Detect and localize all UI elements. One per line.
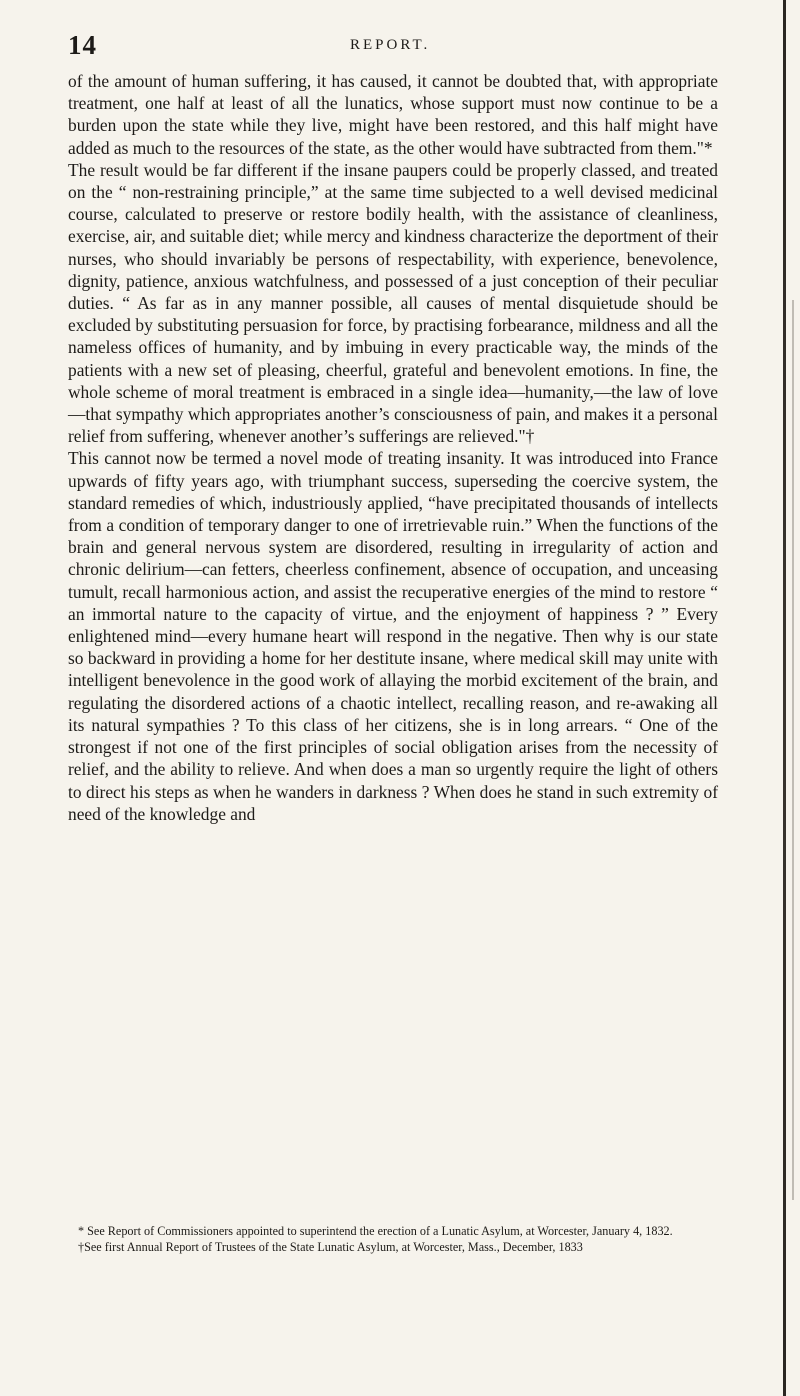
paragraph: This cannot now be termed a novel mode of treating insanity. It was introduced into France upwards of fifty years ago, with triumphant success, superseding the coercive system, the standard remedies of which, industriously applied, “have precipitated thousands of intellects from a condition of temporary danger to one of irretrievable ruin.” When the functions of the brain and general nervous system are disordered, resulting in irregularity of action and chronic delirium—can fetters, cheerless confinement, absence of occupation, and unceasing tumult, recall harmonious action, and assist the recuperative energies of the mind to restore “ an immortal nature to the capacity of virtue, and the enjoyment of happiness ? ” Every enlightened mind—every humane heart will respond in the negative. Then why is our state so backward in providing a home for her destitute insane, where medical skill may unite with intelligent benevolence in the good work of allaying the morbid excitement of the brain, and regulating the disordered actions of a chaotic intellect, recalling reason, and re-awaking all its natural sympathies ? To this class of her citizens, she is in long arrears. “ One of the strongest if not one of the first principles of social obligation arises from the necessity of relief, and the ability to relieve. And when does a man so urgently require the light of others to direct his steps as when he wanders in darkness ? When does he stand in such extremity of need of the knowledge and [68,448,718,824]
page-header [68,30,718,60]
page-edge-shadow [783,0,786,1396]
footnote: * See Report of Commissioners appointed to superintend the erection of a Lunatic Asylum, at Worcester, January 4, 1832. [78,1224,673,1238]
footnotes [68,1224,718,1257]
footnote: †See first Annual Report of Trustees of the State Lunatic Asylum, at Worcester, Mass., December, 1833 [78,1240,583,1255]
paragraph: of the amount of human suffering, it has caused, it cannot be doubted that, with appropriate treatment, one half at least of all the lunatics, whose support must now continue to be a burden upon the state while they live, might have been restored, and this half might have added as much to the resources of the state, as the other would have subtracted from them."* [68,71,718,158]
body-text [68,70,718,825]
paragraph: The result would be far different if the insane paupers could be properly classed, and treated on the “ non-restraining principle,” at the same time subjected to a well devised medicinal course, calculated to preserve or restore bodily health, with the assistance of cleanliness, exercise, air, and suitable diet; while mercy and kindness characterize the deportment of their nurses, who should invariably be persons of respectability, with experience, benevolence, dignity, patience, anxious watchfulness, and possessed of a just conception of their peculiar duties. “ As far as in any manner possible, all causes of mental disquietude should be excluded by substituting persuasion for force, by practising forbearance, mildness and all the nameless offices of humanity, and by imbuing in every practicable way, the minds of the patients with a new set of pleasing, cheerful, grateful and benevolent emotions. In fine, the whole scheme of moral treatment is embraced in a single idea—humanity,—the law of love—that sympathy which appropriates another’s consciousness of pain, and makes it a personal relief from suffering, whenever another’s sufferings are relieved."† [68,159,718,447]
page-edge-line [792,300,794,1200]
running-head: REPORT. [350,37,431,53]
page-number: 14 [68,30,97,60]
